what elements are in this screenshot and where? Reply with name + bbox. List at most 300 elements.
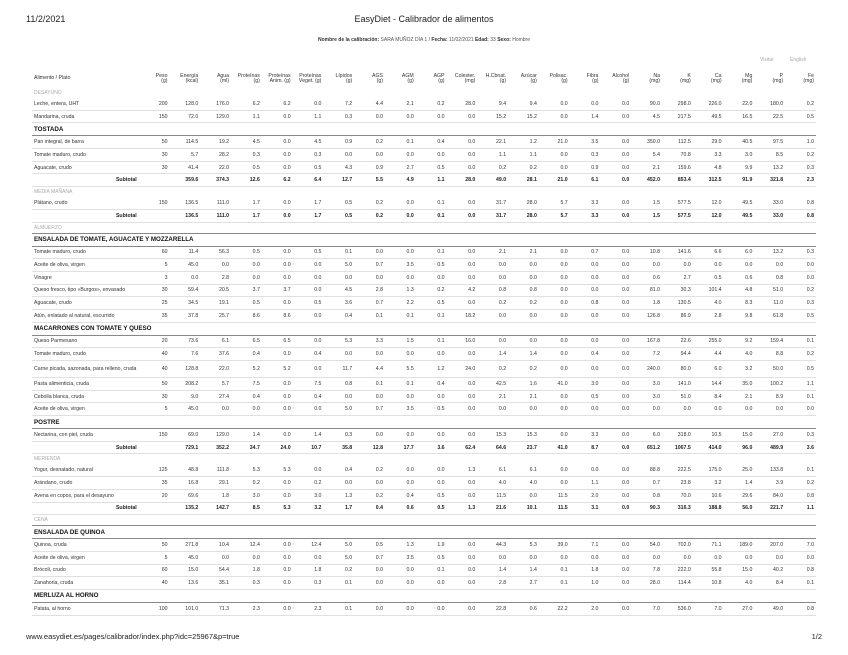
cell-value: 0.0 (385, 246, 416, 259)
cell-value: 22.5 (754, 110, 785, 123)
cell-value: 40.5 (724, 136, 755, 149)
table-row (32, 464, 816, 476)
cell-value: 240.0 (631, 361, 662, 378)
table-row (32, 271, 816, 284)
food-name: Aceite de oliva, virgen (32, 403, 139, 416)
cell-value: 0.0 (354, 390, 385, 403)
cell-value: 0.0 (539, 551, 570, 564)
cell-value: 1.8 (293, 564, 324, 577)
cell-value: 40 (139, 361, 170, 378)
calibration-name-label: Nombre de la calibración: (318, 37, 380, 43)
cell-value: 0.1 (416, 209, 447, 222)
cell-value: 3.0 (631, 378, 662, 391)
cell-value: 2.3 (231, 602, 262, 615)
cell-value: 0.0 (170, 271, 201, 284)
cell-value: 3.1 (570, 502, 601, 515)
cell-value: 1.5 (385, 335, 416, 348)
cell-value: 1.8 (631, 297, 662, 310)
cell-value: 312.5 (693, 174, 724, 187)
cell-value: 50 (139, 378, 170, 391)
cell-value: 0.0 (508, 309, 539, 322)
cell-value: 0.2 (508, 361, 539, 378)
cell-value: 0.0 (293, 464, 324, 476)
cell-value: 0.0 (323, 390, 354, 403)
cell-value: 0.0 (600, 309, 631, 322)
cell-value: 9.0 (170, 390, 201, 403)
cell-value: 10.8 (693, 577, 724, 590)
cell-value: 1.3 (385, 284, 416, 297)
cell-value: 72.0 (170, 110, 201, 123)
cell-value: 0.0 (385, 209, 416, 222)
meal-label: MEDIA MAÑANA (34, 189, 73, 196)
cell-value: 6.1 (200, 335, 231, 348)
column-header: AGP (g) (433, 72, 445, 84)
cell-value: 10.4 (200, 539, 231, 552)
cell-value: 0.0 (600, 197, 631, 209)
column-header: Azúcar (g) (520, 72, 537, 84)
cell-value: 70.8 (662, 149, 693, 162)
cell-value: 5 (139, 403, 170, 416)
cell-value: 0.0 (570, 284, 601, 297)
cell-value: 20.5 (200, 284, 231, 297)
cell-value: 3.7 (231, 284, 262, 297)
cell-value: 11.5 (539, 489, 570, 502)
cell-value: 5.4 (631, 149, 662, 162)
cell-value: 2.1 (724, 390, 755, 403)
cell-value: 2.7 (508, 577, 539, 590)
cell-value: 1.1 (785, 502, 816, 515)
cell-value: 2.8 (477, 577, 508, 590)
table-row (32, 539, 816, 552)
cell-value: 2.7 (662, 271, 693, 284)
cell-value: 0.0 (539, 429, 570, 442)
food-name: Patata, al horno (32, 602, 139, 615)
table-row (32, 284, 816, 297)
cell-value: 0.0 (477, 551, 508, 564)
column-header: Peso (g) (155, 72, 168, 84)
cell-value: 167.8 (631, 335, 662, 348)
cell-value: 853.4 (662, 174, 693, 187)
table-row (32, 429, 816, 442)
cell-value: 0.0 (262, 246, 293, 259)
cell-value: 0.0 (447, 161, 478, 174)
cell-value: 150 (139, 197, 170, 209)
cell-value: 2.1 (477, 246, 508, 259)
cell-value: 0.0 (354, 429, 385, 442)
cell-value: 71.3 (200, 602, 231, 615)
food-name: Mandarina, cruda (32, 110, 139, 123)
cell-value: 0.0 (416, 271, 447, 284)
cell-value: 0.0 (262, 429, 293, 442)
cell-value: 0.3 (293, 577, 324, 590)
cell-value: 28.0 (447, 98, 478, 110)
cell-value: 0.0 (200, 259, 231, 272)
cell-value: 0.0 (416, 110, 447, 123)
cell-value: 0.0 (447, 297, 478, 310)
cell-value: 0.0 (262, 149, 293, 162)
cell-value: 7.2 (631, 348, 662, 361)
cell-value: 0.0 (539, 361, 570, 378)
cell-value: 90.3 (631, 502, 662, 515)
cell-value: 188.8 (693, 502, 724, 515)
cell-value: 0.8 (477, 284, 508, 297)
cell-value: 176.0 (200, 98, 231, 110)
english-link[interactable]: English (790, 57, 807, 63)
cell-value: 21.0 (539, 174, 570, 187)
cell-value: 40.2 (754, 564, 785, 577)
food-name: Tomate maduro, crudo (32, 149, 139, 162)
cell-value: 0.4 (570, 348, 601, 361)
cell-value: 8.3 (724, 297, 755, 310)
cell-value: 0.5 (293, 246, 324, 259)
subtotal-row (32, 441, 816, 454)
cell-value: 8.6 (262, 309, 293, 322)
cell-value: 12.4 (293, 539, 324, 552)
cell-value: 142.7 (200, 502, 231, 515)
cell-value: 0.0 (262, 209, 293, 222)
cell-value: 5 (139, 259, 170, 272)
cell-value: 0.8 (785, 564, 816, 577)
cell-value: 0.0 (385, 110, 416, 123)
cell-value: 0.0 (693, 551, 724, 564)
cell-value: 0.8 (570, 297, 601, 310)
cell-value: 0.0 (354, 477, 385, 490)
cell-value: 1.1 (416, 174, 447, 187)
cell-value: 0.0 (785, 271, 816, 284)
cell-value: 1.4 (231, 429, 262, 442)
food-name: Avena en copos, para el desayuno (32, 489, 139, 502)
cell-value: 0.4 (231, 348, 262, 361)
cell-value: 0.0 (662, 403, 693, 416)
cell-value: 1.8 (200, 489, 231, 502)
food-name: Aceite de oliva, virgen (32, 551, 139, 564)
cell-value: 0.0 (385, 464, 416, 476)
cell-value: 14.4 (693, 378, 724, 391)
cell-value: 5.5 (385, 361, 416, 378)
cell-value: 49.0 (754, 602, 785, 615)
cell-value: 39.0 (539, 539, 570, 552)
cell-value: 0.0 (539, 246, 570, 259)
cell-value: 0.5 (416, 403, 447, 416)
cell-value: 2.1 (631, 161, 662, 174)
visitar-link[interactable]: Visitar (760, 57, 774, 63)
cell-value: 23.8 (662, 477, 693, 490)
cell-value: 0.1 (323, 602, 354, 615)
cell-value: 0.0 (600, 297, 631, 310)
cell-value: 55.8 (693, 564, 724, 577)
cell-value: 0.0 (354, 271, 385, 284)
cell-value: 0.9 (323, 136, 354, 149)
cell-value: 27.0 (724, 602, 755, 615)
cell-value: 0.2 (785, 477, 816, 490)
cell-value: 0.0 (447, 378, 478, 391)
cell-value: 0.2 (354, 197, 385, 209)
cell-value: 112.5 (662, 136, 693, 149)
cell-value: 0.0 (477, 271, 508, 284)
cell-value: 136.5 (170, 197, 201, 209)
cell-value: 8.5 (754, 149, 785, 162)
cell-value: 0.0 (600, 98, 631, 110)
cell-value: 0.0 (447, 348, 478, 361)
cell-value: 0.0 (293, 335, 324, 348)
cell-value: 49.0 (477, 174, 508, 187)
cell-value: 10.7 (293, 441, 324, 454)
cell-value: 2.0 (570, 489, 601, 502)
cell-value: 271.8 (170, 539, 201, 552)
cell-value: 48.8 (170, 464, 201, 476)
cell-value: 0.0 (231, 259, 262, 272)
cell-value: 0.0 (385, 348, 416, 361)
calibration-info: Nombre de la calibración: SARA MUÑOZ DÍA 1 / Fecha: 11/02/2021 Edad: 33 Sexo: Hombre (318, 37, 530, 43)
cell-value: 25.7 (200, 309, 231, 322)
cell-value: 5.5 (354, 174, 385, 187)
cell-value: 0.0 (447, 577, 478, 590)
cell-value: 0.2 (785, 284, 816, 297)
cell-value: 10.1 (508, 502, 539, 515)
meal-label: CENA (34, 517, 48, 524)
cell-value: 5.7 (539, 209, 570, 222)
cell-value: 12.4 (231, 539, 262, 552)
cell-value: 3 (139, 271, 170, 284)
cell-value: 0.0 (508, 259, 539, 272)
cell-value: 0.0 (477, 403, 508, 416)
cell-value: 5.0 (323, 403, 354, 416)
cell-value: 60 (139, 564, 170, 577)
column-header: Alimento / Plato (34, 75, 71, 82)
cell-value: 17.7 (385, 441, 416, 454)
dish-header-row (32, 123, 816, 136)
cell-value: 22.2 (539, 602, 570, 615)
food-name: Yogur, desnatado, natural (32, 464, 139, 476)
subtotal-label: Subtotal (32, 502, 139, 515)
cell-value: 22.6 (662, 335, 693, 348)
cell-value: 0.1 (416, 309, 447, 322)
cell-value: 21.6 (477, 502, 508, 515)
cell-value: 0.0 (231, 551, 262, 564)
column-header: K (mg) (680, 72, 691, 84)
cell-value: 6.1 (477, 464, 508, 476)
cell-value: 11.5 (539, 502, 570, 515)
cell-value: 0.3 (570, 149, 601, 162)
cell-value: 452.0 (631, 174, 662, 187)
cell-value: 5.0 (323, 551, 354, 564)
meal-header-row (32, 515, 816, 526)
cell-value: 71.1 (693, 539, 724, 552)
table-row (32, 551, 816, 564)
cell-value: 0.0 (293, 309, 324, 322)
cell-value: 0.6 (385, 502, 416, 515)
cell-value: 651.2 (631, 441, 662, 454)
cell-value: 0.0 (262, 348, 293, 361)
cell-value: 24.0 (447, 361, 478, 378)
cell-value: 0.7 (354, 403, 385, 416)
cell-value: 30 (139, 161, 170, 174)
table-header (32, 70, 816, 88)
cell-value: 90.0 (631, 98, 662, 110)
page-url[interactable]: www.easydiet.es/pages/calibrador/index.php?idc=25967&p=true (26, 632, 240, 641)
cell-value: 6.0 (631, 429, 662, 442)
cell-value: 16.0 (447, 335, 478, 348)
cell-value: 0.0 (385, 564, 416, 577)
cell-value: 0.1 (539, 564, 570, 577)
cell-value: 0.3 (231, 149, 262, 162)
cell-value: 0.0 (262, 271, 293, 284)
cell-value: 1.4 (724, 477, 755, 490)
food-name: Leche, entera, UHT (32, 98, 139, 110)
cell-value: 51.0 (662, 390, 693, 403)
cell-value: 101.4 (693, 284, 724, 297)
dish-header-row (32, 233, 816, 246)
food-name: Tomate maduro, crudo (32, 246, 139, 259)
meal-label: DESAYUNO (34, 90, 62, 96)
cell-value: 3.3 (570, 197, 601, 209)
cell-value: 0.5 (785, 110, 816, 123)
cell-value: 0.0 (293, 259, 324, 272)
cell-value: 7.2 (323, 98, 354, 110)
column-header: AGS (g) (372, 72, 383, 84)
cell-value: 0.0 (539, 309, 570, 322)
dish-label: ENSALADA DE QUINOA (32, 526, 816, 539)
cell-value: 28.0 (508, 197, 539, 209)
cell-value: 8.4 (693, 390, 724, 403)
cell-value: 1067.5 (662, 441, 693, 454)
cell-value: 0.5 (416, 551, 447, 564)
cell-value: 4.2 (447, 284, 478, 297)
cell-value: 11.5 (477, 489, 508, 502)
table-row (32, 297, 816, 310)
cell-value: 217.5 (662, 110, 693, 123)
cell-value: 125 (139, 464, 170, 476)
cell-value: 0.9 (354, 161, 385, 174)
column-header: Fe (mg) (803, 72, 814, 84)
cell-value: 0.7 (354, 259, 385, 272)
cell-value: 5.3 (231, 464, 262, 476)
column-header: Proteínas Veget. (g) (298, 72, 322, 84)
subtotal-row (32, 209, 816, 222)
cell-value: 0.0 (447, 149, 478, 162)
cell-value: 50 (139, 539, 170, 552)
cell-value: 0.1 (785, 390, 816, 403)
cell-value: 70.0 (662, 489, 693, 502)
cell-value: 5.3 (262, 502, 293, 515)
cell-value: 30.3 (662, 284, 693, 297)
cell-value: 0.0 (416, 429, 447, 442)
cell-value: 7.1 (570, 539, 601, 552)
cell-value: 0.0 (785, 403, 816, 416)
cell-value: 0.0 (447, 403, 478, 416)
cell-value: 0.0 (262, 539, 293, 552)
cell-value: 0.0 (262, 390, 293, 403)
cell-value: 3.3 (570, 209, 601, 222)
cell-value: 0.0 (724, 259, 755, 272)
cell-value: 175.0 (693, 464, 724, 476)
cell-value: 0.0 (600, 378, 631, 391)
cell-value: 5.0 (323, 539, 354, 552)
nutrition-table (32, 70, 816, 616)
column-header: Proteínas (g) (237, 72, 260, 84)
cell-value: 114.4 (662, 577, 693, 590)
cell-value: 4.5 (323, 284, 354, 297)
cell-value: 0.0 (693, 403, 724, 416)
table-row (32, 197, 816, 209)
food-name: Queso Parmesano (32, 335, 139, 348)
cell-value: 0.5 (231, 246, 262, 259)
cell-value: 80.0 (662, 361, 693, 378)
cell-value: 136.5 (170, 209, 201, 222)
cell-value: 0.5 (416, 489, 447, 502)
cell-value: 0.0 (600, 577, 631, 590)
cell-value: 0.0 (570, 309, 601, 322)
cell-value: 0.4 (385, 489, 416, 502)
cell-value: 34.5 (170, 297, 201, 310)
cell-value: 22.1 (477, 136, 508, 149)
cell-value: 6.0 (693, 361, 724, 378)
cell-value: 35 (139, 309, 170, 322)
cell-value: 374.3 (200, 174, 231, 187)
cell-value: 0.0 (724, 403, 755, 416)
cell-value: 0.0 (570, 403, 601, 416)
cell-value: 0.0 (262, 136, 293, 149)
cell-value: 0.2 (416, 284, 447, 297)
cell-value: 59.4 (170, 284, 201, 297)
cell-value: 1.4 (570, 110, 601, 123)
cell-value: 12.0 (693, 209, 724, 222)
cell-value: 1.1 (477, 149, 508, 162)
cell-value: 0.0 (600, 489, 631, 502)
cell-value: 141.6 (662, 246, 693, 259)
cell-value: 0.1 (385, 136, 416, 149)
cell-value: 0.3 (231, 577, 262, 590)
cell-value: 1.4 (508, 348, 539, 361)
cell-value: 49.5 (724, 209, 755, 222)
cell-value: 0.2 (293, 477, 324, 490)
cell-value: 414.0 (693, 441, 724, 454)
cell-value (139, 502, 170, 515)
cell-value: 0.0 (354, 149, 385, 162)
table-row (32, 564, 816, 577)
cell-value: 1.1 (785, 378, 816, 391)
cell-value: 4.4 (354, 361, 385, 378)
cell-value: 1.2 (508, 136, 539, 149)
cell-value: 97.5 (754, 136, 785, 149)
cell-value: 352.2 (200, 441, 231, 454)
cell-value: 7.8 (631, 564, 662, 577)
cell-value: 5.0 (323, 259, 354, 272)
cell-value: 0.0 (447, 197, 478, 209)
cell-value: 0.0 (416, 464, 447, 476)
cell-value: 1.0 (785, 136, 816, 149)
cell-value: 298.0 (662, 98, 693, 110)
food-name: Cebolla blanca, cruda (32, 390, 139, 403)
cell-value: 19.2 (200, 136, 231, 149)
cell-value: 0.3 (293, 149, 324, 162)
cell-value: 3.0 (570, 378, 601, 391)
cell-value: 0.0 (293, 551, 324, 564)
cell-value: 27.4 (200, 390, 231, 403)
cell-value: 0.0 (262, 259, 293, 272)
cell-value: 577.5 (662, 209, 693, 222)
cell-value: 25 (139, 297, 170, 310)
cell-value: 4.8 (724, 284, 755, 297)
cell-value: 0.4 (416, 136, 447, 149)
cell-value: 28.2 (200, 149, 231, 162)
cell-value: 1.6 (508, 378, 539, 391)
cell-value: 0.0 (477, 259, 508, 272)
cell-value: 180.0 (754, 98, 785, 110)
age-value: 33 (490, 37, 496, 43)
cell-value: 15.0 (170, 564, 201, 577)
dish-header-row (32, 322, 816, 335)
